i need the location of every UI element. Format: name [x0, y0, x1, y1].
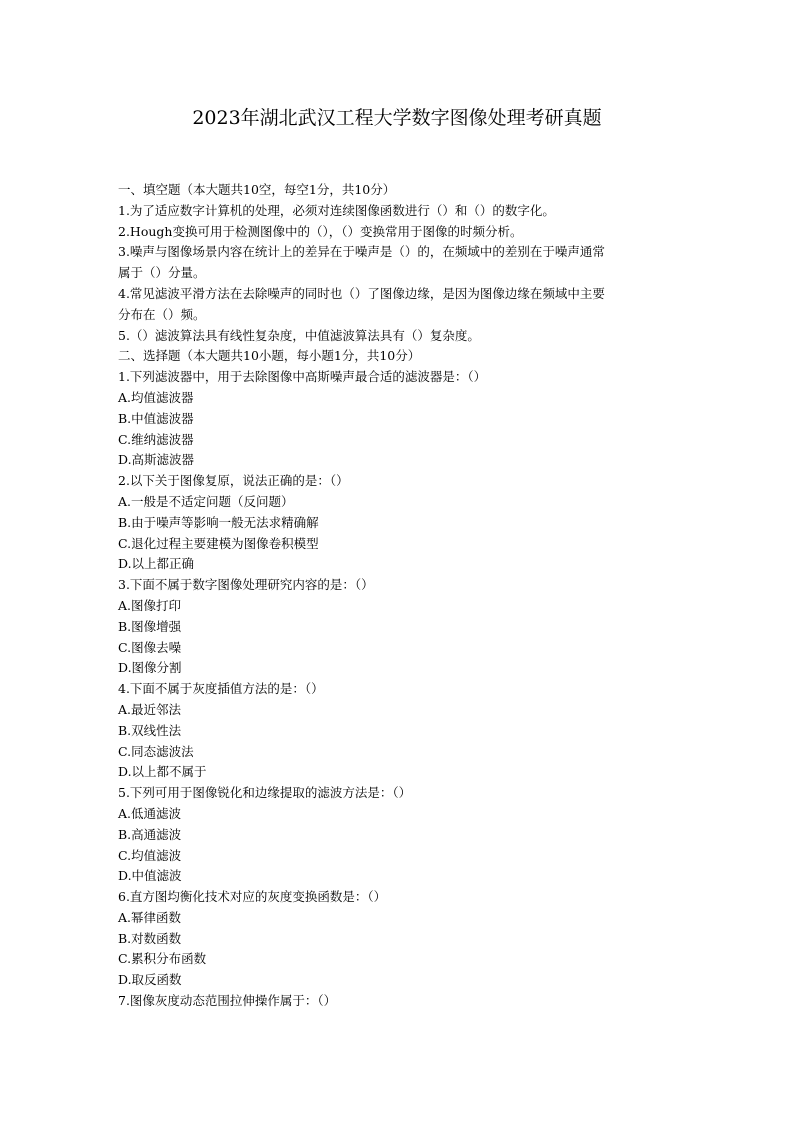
option-line: D.取反函数: [118, 972, 182, 988]
option-line: C.均值滤波: [118, 847, 182, 863]
question-line: 6.直方图均衡化技术对应的灰度变换函数是：（）: [118, 889, 387, 905]
option-line: C.图像去噪: [118, 639, 182, 655]
option-line: C.退化过程主要建模为图像卷积模型: [118, 535, 319, 551]
option-line: A.一般是不适定问题（反问题）: [118, 493, 294, 509]
option-line: A.最近邻法: [118, 701, 182, 717]
option-line: B.对数函数: [118, 930, 182, 946]
question-line: 2.以下关于图像复原，说法正确的是：（）: [118, 473, 349, 489]
option-line: B.由于噪声等影响一般无法求精确解: [118, 514, 319, 530]
option-line: A.图像打印: [118, 597, 182, 613]
question-line: 属于（）分量。: [118, 265, 206, 281]
question-line: 4.常见滤波平滑方法在去除噪声的同时也（）了图像边缘，是因为图像边缘在频域中主要: [118, 285, 605, 301]
option-line: D.以上都不属于: [118, 764, 207, 780]
option-line: C.维纳滤波器: [118, 431, 194, 447]
question-line: 2.Hough变换可用于检测图像中的（），（）变换常用于图像的时频分析。: [118, 223, 523, 239]
question-line: 3.噪声与图像场景内容在统计上的差异在于噪声是（）的，在频域中的差别在于噪声通常: [118, 244, 605, 260]
question-line: 1.为了适应数字计算机的处理，必须对连续图像函数进行（）和（）的数字化。: [118, 202, 555, 218]
question-line: 5.（）滤波算法具有线性复杂度，中值滤波算法具有（）复杂度。: [118, 327, 480, 343]
option-line: D.中值滤波: [118, 868, 182, 884]
section-heading-fill-blank: 一、填空题（本大题共10空，每空1分，共10分）: [118, 182, 396, 197]
option-line: B.中值滤波器: [118, 410, 194, 426]
document-title: 2023年湖北武汉工程大学数字图像处理考研真题: [192, 107, 602, 129]
question-line: 7.图像灰度动态范围拉伸操作属于：（）: [118, 993, 337, 1009]
option-line: C.累积分布函数: [118, 951, 207, 967]
option-line: B.高通滤波: [118, 826, 182, 842]
question-line: 4.下面不属于灰度插值方法的是：（）: [118, 681, 324, 697]
option-line: A.幂律函数: [118, 909, 182, 925]
option-line: A.均值滤波器: [118, 389, 194, 405]
question-line: 3.下面不属于数字图像处理研究内容的是：（）: [118, 577, 374, 593]
question-line: 5.下列可用于图像锐化和边缘提取的滤波方法是：（）: [118, 785, 412, 801]
option-line: D.以上都正确: [118, 556, 195, 572]
option-line: A.低通滤波: [118, 805, 182, 821]
option-line: C.同态滤波法: [118, 743, 194, 759]
question-line: 分布在（）频。: [118, 306, 206, 322]
option-line: B.双线性法: [118, 722, 182, 738]
option-line: D.高斯滤波器: [118, 452, 195, 468]
document-body: [118, 180, 678, 1012]
question-line: 1.下列滤波器中，用于去除图像中高斯噪声最合适的滤波器是：（）: [118, 369, 487, 385]
option-line: B.图像增强: [118, 618, 182, 634]
option-line: D.图像分割: [118, 660, 182, 676]
section-heading-multiple-choice: 二、选择题（本大题共10小题，每小题1分，共10分）: [118, 348, 421, 364]
